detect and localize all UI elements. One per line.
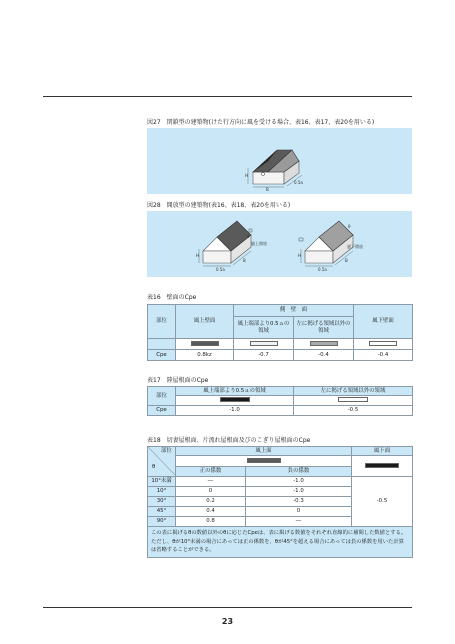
fig27-caption: 図27 閉鎖型の建築物(けた行方向に風を受ける場合、表16、表17、表20を用いる) <box>147 119 375 126</box>
table18-neg: -1.0 <box>246 487 352 497</box>
fig28-diagram <box>147 211 412 277</box>
table18-angle: 10° <box>148 487 176 497</box>
table17-cell: -1.0 <box>176 406 294 416</box>
table18-angle: 30° <box>148 497 176 507</box>
side-other-swatch <box>310 341 338 346</box>
table18-leeward-header: 風下面 <box>352 447 413 456</box>
closed-building-illustration <box>147 128 412 194</box>
table16 <box>147 304 413 361</box>
table18-note: この表に掲げるθの数値以外のθに応じたCpeは、表に掲げる数値をそれぞれ直線的に補間した数値とする。ただし、θが10°未満の場合にあっては正の係数を、θが45°を超える場合にあっては負の係数を用いた計算は省略することができる。 <box>148 527 413 558</box>
table17-part-header: 部位 <box>148 387 176 406</box>
fig27-diagram <box>147 128 412 194</box>
table16-cell: -0.4 <box>354 350 413 361</box>
table16-cell: 0.8kz <box>176 350 234 361</box>
fig28-right-b-label: B <box>345 258 348 263</box>
open-building-illustration <box>147 211 412 277</box>
fig28-left-h-label: H <box>196 253 200 258</box>
leeward-roof-swatch <box>365 463 399 468</box>
other-swatch <box>338 397 368 402</box>
table16-cell: -0.7 <box>234 350 294 361</box>
table18-pos: 0.4 <box>176 507 246 517</box>
leeward-swatch <box>369 341 397 346</box>
table18-pos: 0 <box>176 487 246 497</box>
fig28-windward-open-label: 風上開放 <box>251 241 267 246</box>
table16-side-other-header: 左に掲げる領域以外の領域 <box>294 317 354 339</box>
table18-neg: -0.3 <box>246 497 352 507</box>
fig28-right-half-b-label: 0.5a <box>318 267 327 272</box>
side-near-swatch <box>250 341 278 346</box>
table18-angle: 45° <box>148 507 176 517</box>
table18-caption: 表18 切妻屋根面、片流れ屋根面及びのこぎり屋根面のCpe <box>147 437 311 444</box>
table18-angle: 10°未満 <box>148 477 176 487</box>
bottom-rule <box>43 607 412 608</box>
windward-swatch <box>191 341 219 346</box>
table18-positive-header: 正の係数 <box>176 467 246 477</box>
table18 <box>147 446 413 558</box>
table18-pos: 0.8 <box>176 517 246 527</box>
fig28-leeward-open-label: 風下開放 <box>347 244 363 249</box>
table16-side-walls-header: 側 壁 面 <box>234 305 354 317</box>
table18-pos: ― <box>176 477 246 487</box>
table18-theta-header: θ <box>152 464 156 470</box>
table17-caption: 表17 陸屋根面のCpe <box>147 377 209 384</box>
table18-part-header: 部位 <box>161 448 172 454</box>
top-rule <box>43 96 412 97</box>
fig28-right-angle-label: θ <box>348 224 351 229</box>
table16-windward-header: 風上壁面 <box>176 305 234 339</box>
table18-corner-header <box>148 447 176 477</box>
table16-caption: 表16 壁面のCpe <box>147 294 197 301</box>
table16-side-near-header: 風上端部より0.5ａの領域 <box>234 317 294 339</box>
table18-windward-header: 風上面 <box>176 447 352 456</box>
windward-roof-swatch <box>247 458 281 463</box>
table17-row-label: Cpe <box>148 406 176 416</box>
table18-negative-header: 負の係数 <box>246 467 352 477</box>
table17 <box>147 386 413 416</box>
table16-cell: -0.4 <box>294 350 354 361</box>
fig27-b-label: B <box>266 187 269 192</box>
fig28-left-b-label: B <box>243 258 246 263</box>
near-swatch <box>220 397 250 402</box>
table18-angle: 90° <box>148 517 176 527</box>
page-number: 23 <box>221 617 234 626</box>
table17-cell: -0.5 <box>294 406 413 416</box>
fig28-left-angle-label: θ <box>247 234 250 239</box>
table18-pos: 0.2 <box>176 497 246 507</box>
fig27-half-b-label: 0.5a <box>294 180 303 185</box>
table16-leeward-header: 風下壁面 <box>354 305 413 339</box>
table17-near-header: 風上端部より0.5ａの領域 <box>176 387 294 396</box>
table16-row-label: Cpe <box>148 350 176 361</box>
fig28-left-half-b-label: 0.5a <box>216 267 225 272</box>
table18-leeward-value: -0.5 <box>352 477 413 527</box>
fig28-right-h-label: H <box>298 253 302 258</box>
fig28-caption: 図28 開放型の建築物(表16、表18、表20を用いる) <box>147 202 291 209</box>
table18-neg: 0 <box>246 507 352 517</box>
fig27-h-label: H <box>245 173 249 178</box>
table18-neg: -1.0 <box>246 477 352 487</box>
table18-neg: ― <box>246 517 352 527</box>
table17-other-header: 左に掲げる領域以外の領域 <box>294 387 413 396</box>
table16-part-header: 部位 <box>148 305 176 339</box>
